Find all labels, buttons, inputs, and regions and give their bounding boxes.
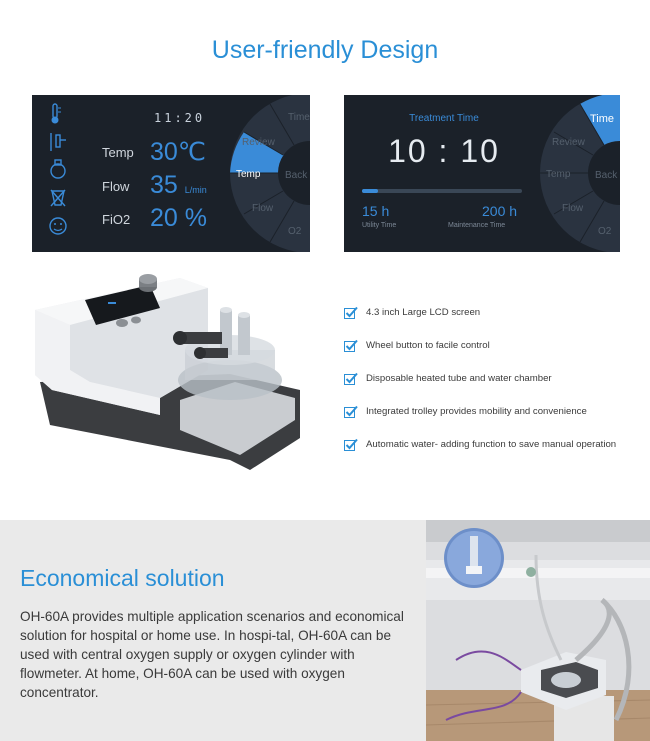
control-wheel[interactable] [538,95,620,252]
treatment-time-value: 10 : 10 [388,133,500,169]
wheel-item-back[interactable]: Back [595,170,618,181]
list-item [344,362,644,395]
feature-text: 4.3 inch Large LCD screen [366,307,481,318]
list-item [344,296,644,329]
lcd-screen-settings [32,95,310,252]
wheel-item-temp[interactable]: Temp [236,169,261,180]
flow-value [150,171,207,200]
wheel-item-o2[interactable]: O2 [598,226,612,237]
fio2-label: FiO2 [102,212,131,227]
wheel-item-review[interactable]: Review [552,137,585,148]
wheel-item-o2[interactable]: O2 [288,226,302,237]
wheel-item-time[interactable]: Time [590,113,615,125]
clock-display: 11:20 [154,111,206,125]
feature-text: Automatic water- adding function to save manual operation [366,439,617,450]
treatment-progress-fill [362,189,378,193]
economy-description: OH-60A provides multiple application scenarios and economical solution for hospital or home use. In hospi-tal, OH-60A can be used with central oxygen supply or oxygen cylinder with flowmeter. At home, OH-60A can be used with oxygen concentrator. [20,609,404,700]
economy-title: Economical solution [20,565,225,591]
feature-text: Wheel button to facile control [366,340,490,351]
treatment-progress-bar [362,189,522,193]
fio2-value [150,204,207,233]
humidifier-device-image [30,270,330,485]
temp-unit: ℃ [177,138,206,166]
fio2-number: 20 [150,204,178,232]
checkbox-checked-icon [344,339,358,353]
checkbox-checked-icon [344,438,358,452]
thermometer-icon [48,103,62,125]
wheel-item-time[interactable]: Time [288,112,310,123]
lcd-screen-treatment-time [344,95,620,252]
utility-time-label: Utility Time [362,222,397,229]
wheel-item-temp[interactable]: Temp [546,169,571,180]
checkbox-checked-icon [344,405,358,419]
home-use-photo [426,520,650,741]
maintenance-time-label: Maintenance Time [448,222,506,229]
treatment-time-label: Treatment Time [409,113,479,124]
feature-list [344,296,644,461]
list-item [344,428,644,461]
flow-number: 35 [150,171,178,199]
wheel-item-back[interactable]: Back [285,170,308,181]
wheel-item-review[interactable]: Review [242,137,275,148]
temp-label: Temp [102,145,134,160]
wheel-item-flow[interactable]: Flow [562,203,584,214]
temp-value [150,137,206,167]
status-icon-column [48,103,74,243]
section-title: User-friendly Design [211,36,439,64]
wheel-item-flow[interactable]: Flow [252,203,274,214]
fio2-unit: % [177,204,207,232]
flow-unit: L/min [184,185,207,195]
list-item [344,329,644,362]
temp-number: 30 [150,138,178,166]
list-item [344,395,644,428]
flow-label: Flow [102,179,130,194]
tube-heater-icon [48,131,68,153]
no-water-icon [48,187,68,209]
checkbox-checked-icon [344,306,358,320]
feature-text: Integrated trolley provides mobility and convenience [366,406,587,417]
maintenance-time-value: 200 h [482,203,518,219]
utility-time-value: 15 h [362,203,390,219]
mask-icon [48,215,68,237]
feature-text: Disposable heated tube and water chamber [366,373,552,384]
checkbox-checked-icon [344,372,358,386]
water-chamber-icon [48,159,68,181]
control-wheel[interactable] [228,95,310,252]
